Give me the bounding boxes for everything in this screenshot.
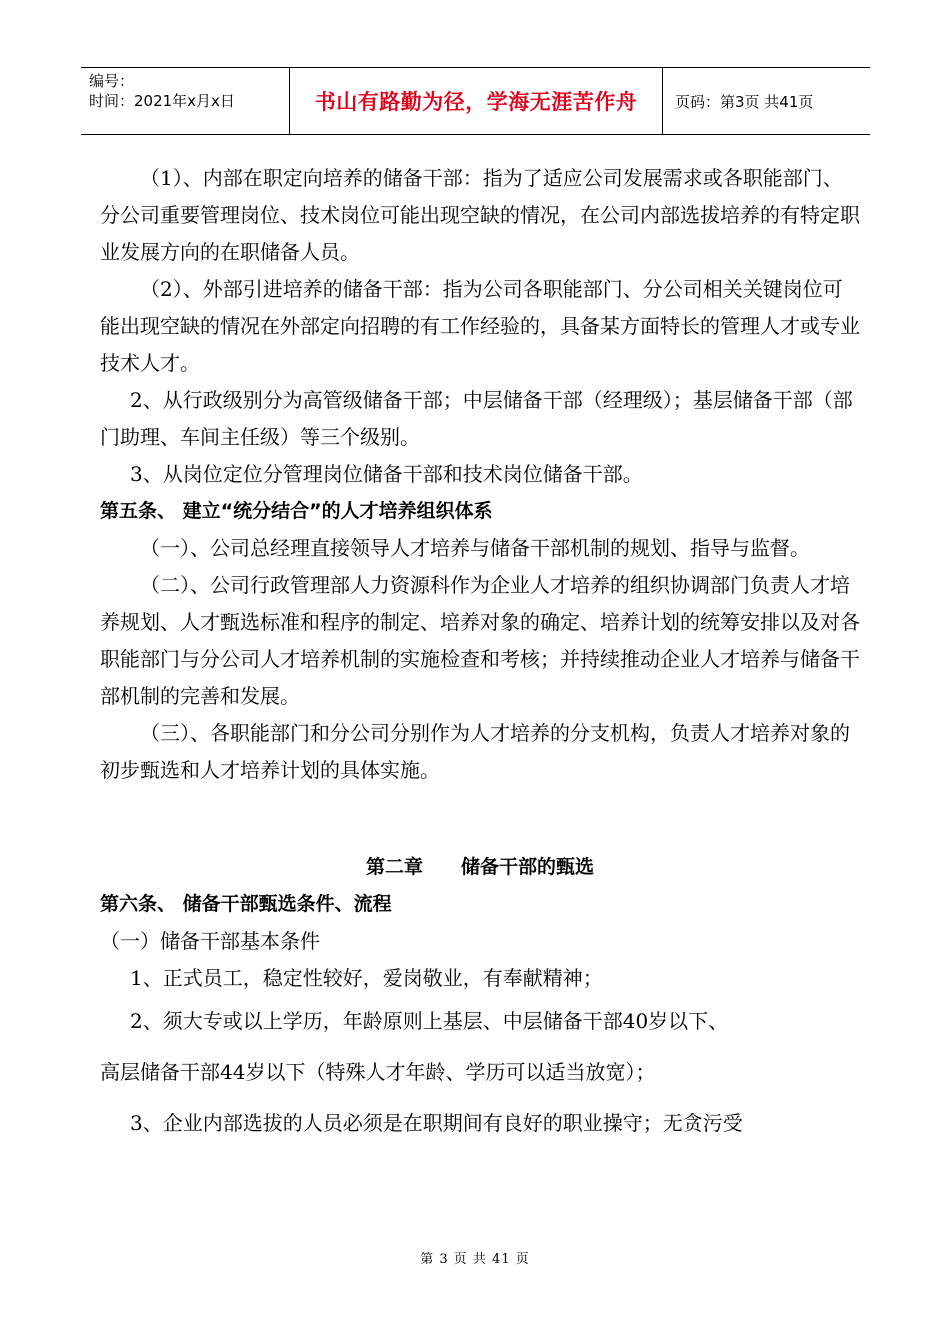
time-label: 时间：2021年x月x日 bbox=[89, 92, 235, 110]
header-motto: 书山有路勤为径，学海无涯苦作舟 bbox=[290, 68, 663, 134]
sub-heading: （一）储备干部基本条件 bbox=[100, 929, 320, 953]
paragraph: （一）、公司总经理直接领导人才培养与储备干部机制的规划、指导与监督。 bbox=[140, 536, 810, 560]
paragraph: （三）、各职能部门和分公司分别作为人才培养的分支机构，负责人才培养对象的初步甄选和人才培养计划的具体实施。 bbox=[100, 721, 850, 782]
page-header bbox=[81, 67, 870, 135]
paragraph: 3、企业内部选拔的人员必须是在职期间有良好的职业操守；无贪污受 bbox=[130, 1111, 743, 1135]
header-meta bbox=[81, 68, 290, 134]
paragraph: 1、正式员工，稳定性较好，爱岗敬业，有奉献精神； bbox=[130, 966, 603, 990]
document-body bbox=[100, 160, 860, 1142]
paragraph: （2）、外部引进培养的储备干部：指为公司各职能部门、分公司相关关键岗位可能出现空缺的情况在外部定向招聘的有工作经验的，具备某方面特长的管理人才或专业技术人才。 bbox=[100, 277, 860, 375]
header-page-label: 页码：第3页 共41页 bbox=[675, 92, 814, 111]
paragraph: 3、从岗位定位分管理岗位储备干部和技术岗位储备干部。 bbox=[130, 462, 643, 486]
page-footer: 第 3 页 共 41 页 bbox=[420, 1252, 530, 1267]
article-heading: 第五条、 建立“统分结合”的人才培养组织体系 bbox=[100, 500, 493, 522]
paragraph: 2、从行政级别分为高管级储备干部；中层储备干部（经理级）；基层储备干部（部门助理、车间主任级）等三个级别。 bbox=[100, 388, 853, 449]
code-label: 编号： bbox=[89, 72, 135, 90]
paragraph: 2、须大专或以上学历，年龄原则上基层、中层储备干部40岁以下、 bbox=[130, 1009, 729, 1033]
paragraph: （二）、公司行政管理部人力资源科作为企业人才培养的组织协调部门负责人才培养规划、人才甄选标准和程序的制定、培养对象的确定、培养计划的统筹安排以及对各职能部门与分公司人才培养机制的实施检查和考核；并持续推动企业人才培养与储备干部机制的完善和发展。 bbox=[100, 573, 860, 708]
paragraph: （1）、内部在职定向培养的储备干部：指为了适应公司发展需求或各职能部门、分公司重要管理岗位、技术岗位可能出现空缺的情况，在公司内部选拔培养的有特定职业发展方向的在职储备人员。 bbox=[100, 166, 860, 264]
paragraph: 高层储备干部44岁以下（特殊人才年龄、学历可以适当放宽）； bbox=[100, 1060, 656, 1084]
article-heading: 第六条、 储备干部甄选条件、流程 bbox=[100, 893, 392, 915]
chapter-heading: 第二章 储备干部的甄选 bbox=[365, 856, 594, 878]
